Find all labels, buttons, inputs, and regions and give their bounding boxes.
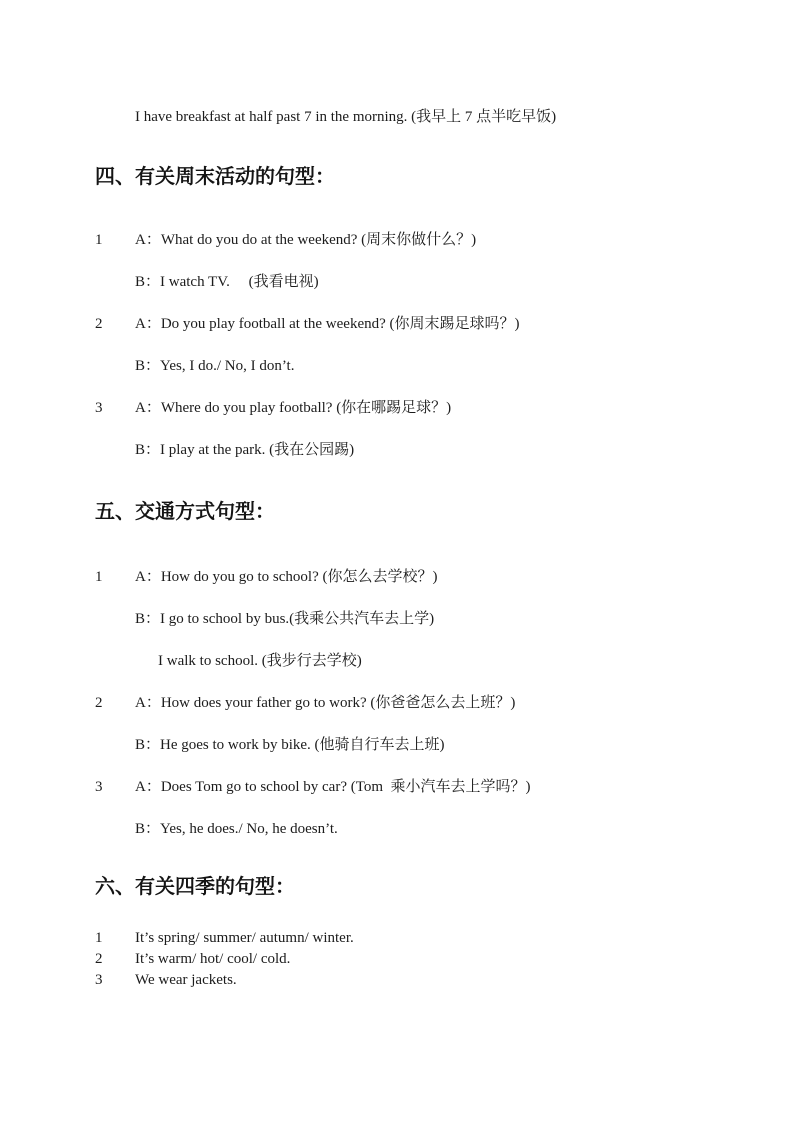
row-text: A：What do you do at the weekend? (周末你做什么？) bbox=[135, 232, 477, 248]
dialog-row bbox=[95, 219, 757, 261]
dialog-row bbox=[95, 345, 757, 387]
row-text: B：He goes to work by bike. (他骑自行车去上班) bbox=[135, 737, 445, 753]
dialog-row bbox=[95, 724, 757, 766]
row-text: A：Where do you play football? (你在哪踢足球？) bbox=[135, 400, 452, 416]
row-text: B：Yes, I do./ No, I don’t. bbox=[135, 358, 295, 374]
section-rows bbox=[95, 219, 757, 471]
dialog-row bbox=[95, 387, 757, 429]
row-text: B：I watch TV. (我看电视) bbox=[135, 274, 319, 290]
section-rows bbox=[95, 928, 757, 991]
dialog-row bbox=[95, 808, 757, 850]
row-number: 3 bbox=[95, 400, 103, 416]
dialog-row bbox=[95, 598, 757, 640]
row-text: It’s warm/ hot/ cool/ cold. bbox=[135, 951, 291, 967]
list-item bbox=[95, 928, 757, 949]
row-text: A：How do you go to school? (你怎么去学校？) bbox=[135, 569, 438, 585]
dialog-row bbox=[95, 303, 757, 345]
row-text: We wear jackets. bbox=[135, 972, 237, 988]
row-number: 3 bbox=[95, 779, 103, 795]
row-text: A：How does your father go to work? (你爸爸怎么去上班？) bbox=[135, 695, 516, 711]
row-number: 2 bbox=[95, 695, 103, 711]
row-number: 3 bbox=[95, 972, 103, 988]
section-rows bbox=[95, 556, 757, 850]
row-text: B：Yes, he does./ No, he doesn’t. bbox=[135, 821, 338, 837]
dialog-row bbox=[95, 682, 757, 724]
row-number: 2 bbox=[95, 316, 103, 332]
section-heading: 四、有关周末活动的句型： bbox=[95, 166, 335, 188]
row-number: 1 bbox=[95, 930, 103, 946]
row-text: A：Do you play football at the weekend? (你周末踢足球吗？) bbox=[135, 316, 520, 332]
list-item bbox=[95, 949, 757, 970]
section-seasons bbox=[95, 873, 757, 991]
section-heading: 六、有关四季的句型： bbox=[95, 876, 295, 898]
dialog-row bbox=[95, 261, 757, 303]
section-weekend-activities bbox=[95, 163, 757, 471]
dialog-row bbox=[95, 556, 757, 598]
dialog-row bbox=[95, 766, 757, 808]
row-text: I walk to school. (我步行去学校) bbox=[158, 653, 362, 669]
dialog-row bbox=[95, 429, 757, 471]
row-number: 1 bbox=[95, 232, 103, 248]
row-number: 2 bbox=[95, 951, 103, 967]
intro-line: I have breakfast at half past 7 in the morning. (我早上 7 点半吃早饭) bbox=[135, 109, 557, 125]
dialog-row bbox=[95, 640, 757, 682]
row-text: B：I play at the park. (我在公园踢) bbox=[135, 442, 355, 458]
section-transport bbox=[95, 498, 757, 850]
section-heading: 五、交通方式句型： bbox=[95, 501, 275, 523]
row-text: B：I go to school by bus.(我乘公共汽车去上学) bbox=[135, 611, 435, 627]
row-number: 1 bbox=[95, 569, 103, 585]
row-text: It’s spring/ summer/ autumn/ winter. bbox=[135, 930, 354, 946]
document-content bbox=[0, 107, 793, 991]
list-item bbox=[95, 970, 757, 991]
row-text: A：Does Tom go to school by car? (Tom 乘小汽车去上学吗？) bbox=[135, 779, 531, 795]
